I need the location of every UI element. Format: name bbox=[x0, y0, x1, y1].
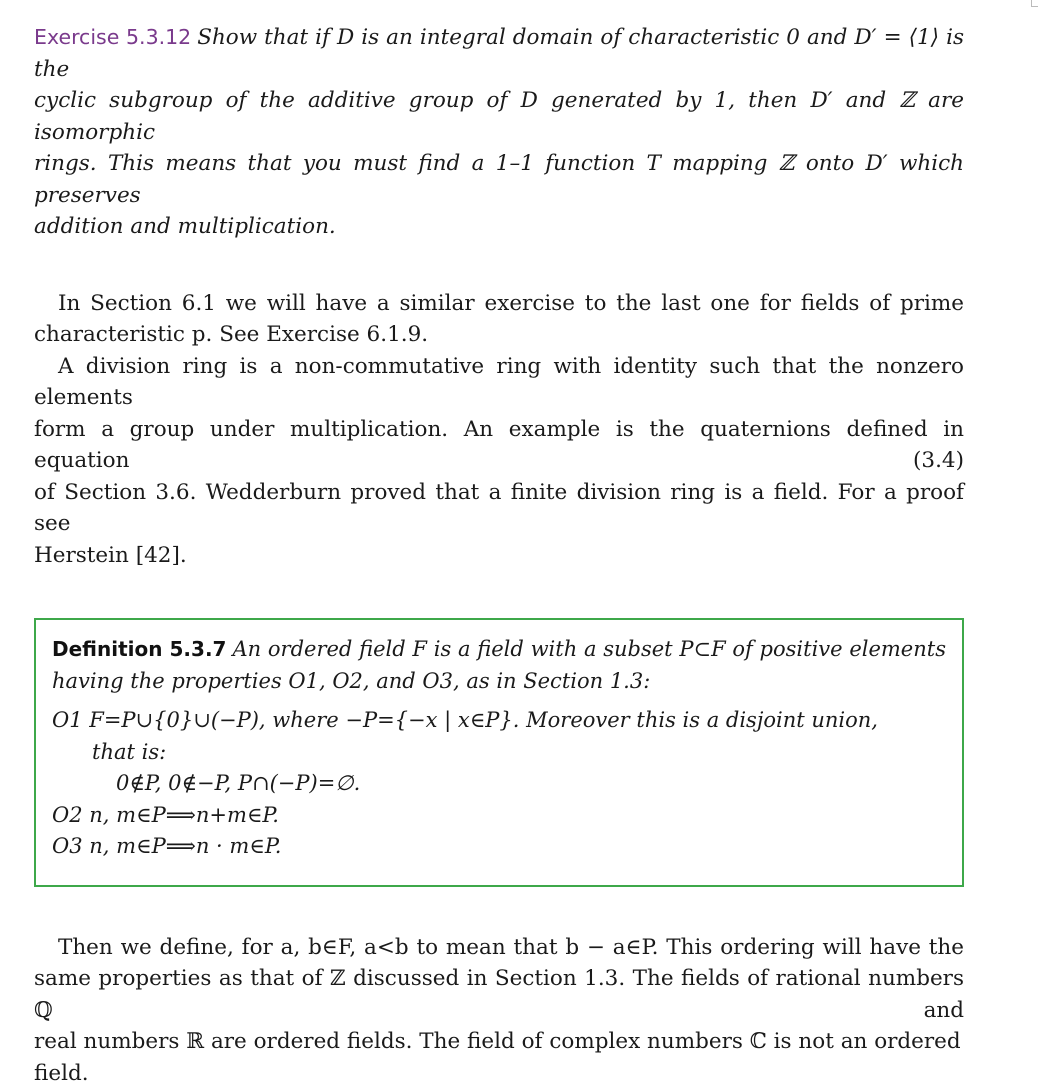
property-o3: O3 n, m∈P⟹n · m∈P. bbox=[52, 831, 946, 863]
exercise-line-3: rings. This means that you must find a 1–1 function T mapping ℤ onto D′ which preserves bbox=[34, 148, 964, 211]
paragraph-3-line-3: real numbers ℝ are ordered fields. The field of complex numbers ℂ is not an ordered field. bbox=[34, 1026, 964, 1089]
definition-line-1: Definition 5.3.7 An ordered field F is a field with a subset P⊂F of positive elements bbox=[52, 634, 946, 666]
paragraph-1-line-2: characteristic p. See Exercise 6.1.9. bbox=[34, 319, 964, 351]
paragraph-2-line-4: Herstein [42]. bbox=[34, 540, 964, 572]
definition-label: Definition 5.3.7 bbox=[52, 637, 226, 661]
paragraph-3-line-2: same properties as that of ℤ discussed in Section 1.3. The fields of rational numbers ℚ and bbox=[34, 963, 964, 1026]
paragraph-1-line-1: In Section 6.1 we will have a similar exercise to the last one for fields of prime bbox=[34, 288, 964, 320]
paragraph-division-ring bbox=[34, 351, 964, 572]
paragraph-2-line-3: of Section 3.6. Wedderburn proved that a finite division ring is a field. For a proof see bbox=[34, 477, 964, 540]
textbook-page bbox=[34, 22, 964, 1089]
exercise-block bbox=[34, 22, 964, 243]
definition-line-2: having the properties O1, O2, and O3, as in Section 1.3: bbox=[52, 666, 946, 698]
exercise-line-2: cyclic subgroup of the additive group of D generated by 1, then D′ and ℤ are isomorphic bbox=[34, 85, 964, 148]
property-o1-continued: that is: bbox=[52, 737, 946, 769]
exercise-line-1: Exercise 5.3.12 Show that if D is an integral domain of characteristic 0 and D′ = ⟨1⟩ is the bbox=[34, 22, 964, 85]
definition-box bbox=[34, 618, 964, 887]
exercise-label: Exercise 5.3.12 bbox=[34, 25, 191, 49]
paragraph-ordering bbox=[34, 932, 964, 1089]
exercise-line-4: addition and multiplication. bbox=[34, 211, 964, 243]
property-o2: O2 n, m∈P⟹n+m∈P. bbox=[52, 800, 946, 832]
paragraph-section-6-1 bbox=[34, 288, 964, 351]
paragraph-3-line-1: Then we define, for a, b∈F, a<b to mean that b − a∈P. This ordering will have the bbox=[34, 932, 964, 964]
paragraph-2-line-1: A division ring is a non-commutative ring with identity such that the nonzero elements bbox=[34, 351, 964, 414]
property-o1-formula: 0∉P, 0∉−P, P∩(−P)=∅. bbox=[52, 768, 946, 800]
page-corner-mark bbox=[1031, 0, 1038, 7]
paragraph-2-line-2: form a group under multiplication. An example is the quaternions defined in equation (3.4) bbox=[34, 414, 964, 477]
property-o1: O1 F=P∪{0}∪(−P), where −P={−x | x∈P}. Moreover this is a disjoint union, bbox=[52, 705, 946, 737]
